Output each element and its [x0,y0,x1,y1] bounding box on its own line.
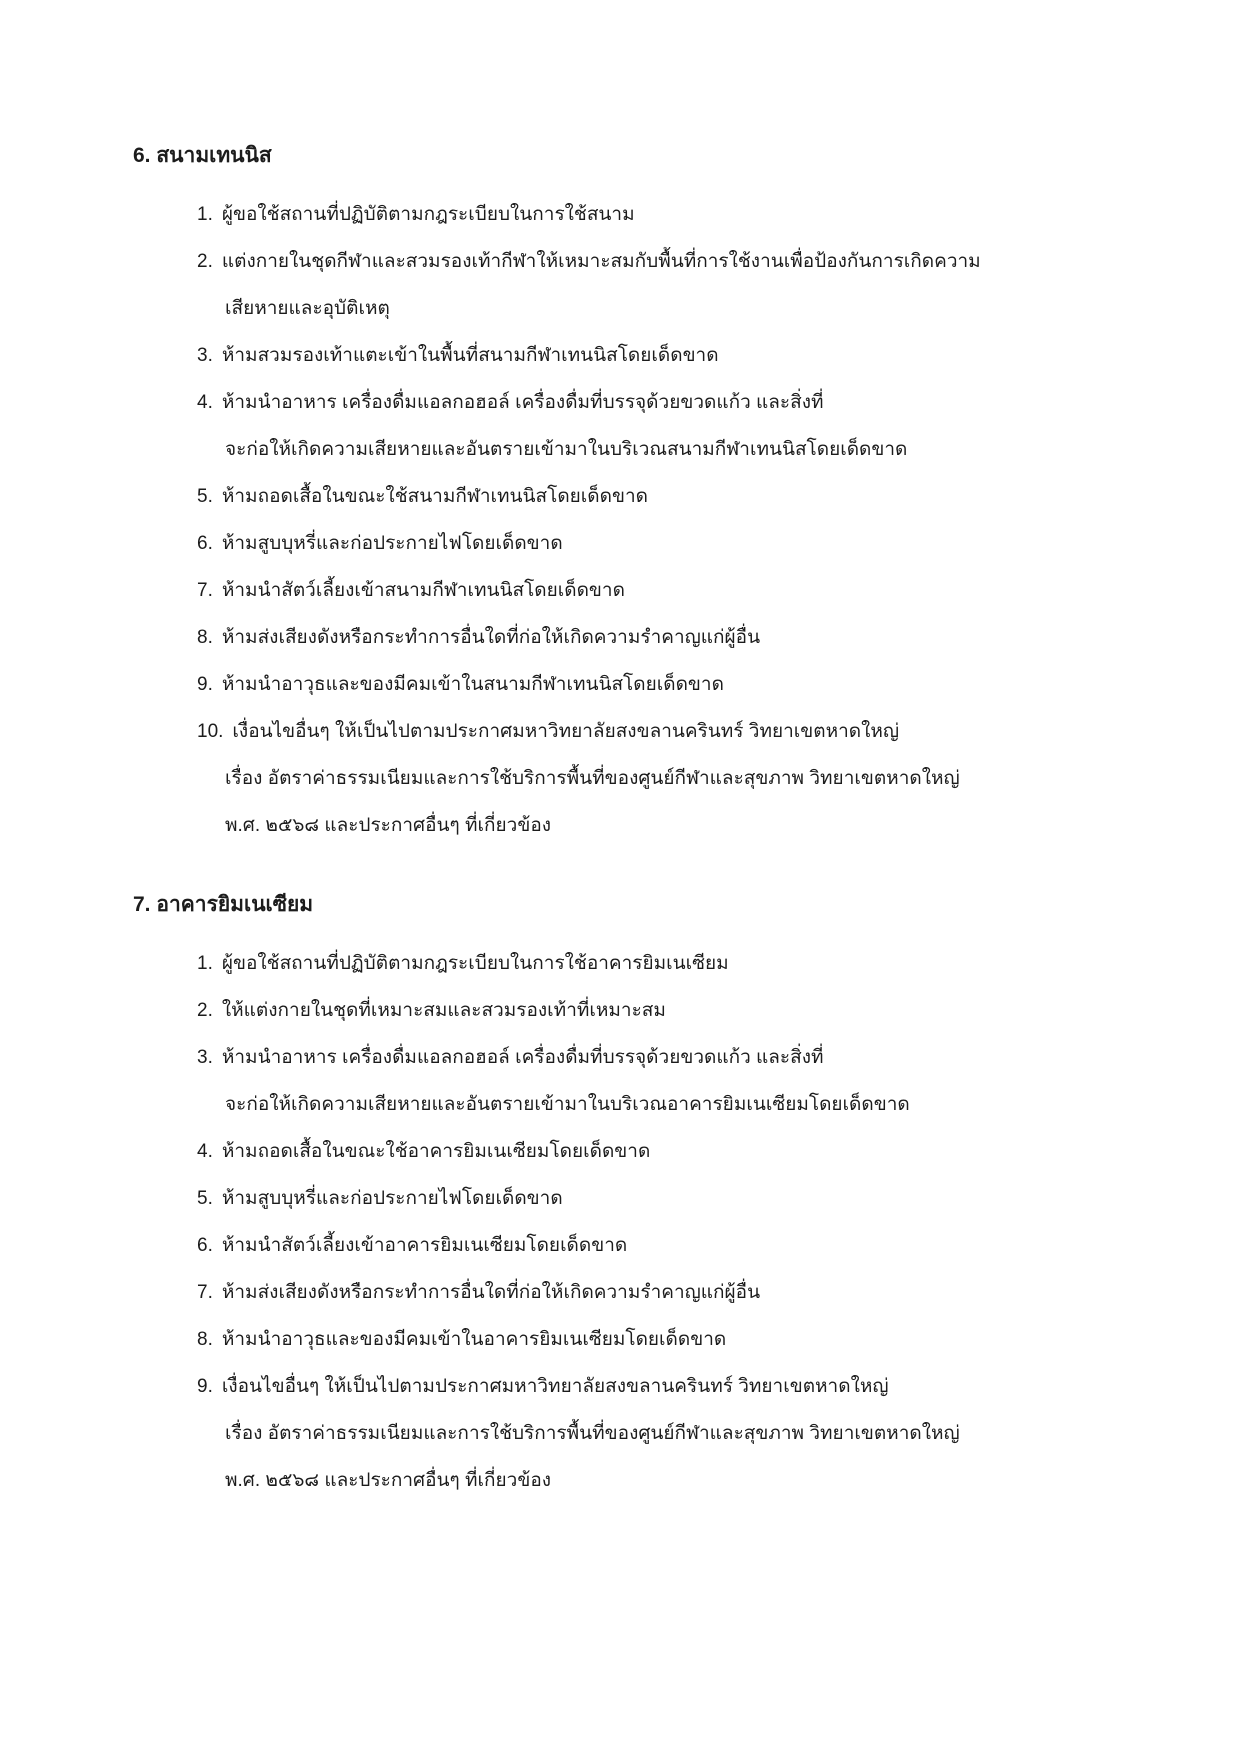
rule-number: 2. [197,1000,213,1021]
rule-item-continuation [133,755,1171,802]
rule-number: 6. [197,1235,213,1256]
rule-text: เรื่อง อัตราค่าธรรมเนียมและการใช้บริการพื้นที่ของศูนย์กีฬาและสุขภาพ วิทยาเขตหาดใหญ่ [225,768,960,789]
rule-text: ห้ามนำอาวุธและของมีคมเข้าในอาคารยิมเนเซียมโดยเด็ดขาด [221,1329,727,1350]
rule-text: ห้ามถอดเสื้อในขณะใช้อาคารยิมเนเซียมโดยเด็ดขาด [221,1141,651,1162]
rule-number: 7. [197,580,213,601]
rule-item-line [133,1128,1171,1175]
rule-item-line [133,1269,1171,1316]
rules-section [133,890,1171,1504]
rule-number: 9. [197,1376,213,1397]
rule-item-line [133,1034,1171,1081]
rule-text: ห้ามนำอาวุธและของมีคมเข้าในสนามกีฬาเทนนิสโดยเด็ดขาด [221,674,724,695]
rules-list [133,191,1171,849]
rule-item-continuation [133,1410,1171,1457]
rule-text: ห้ามนำสัตว์เลี้ยงเข้าสนามกีฬาเทนนิสโดยเด็ดขาด [221,580,625,601]
rule-text: จะก่อให้เกิดความเสียหายและอันตรายเข้ามาในบริเวณสนามกีฬาเทนนิสโดยเด็ดขาด [225,439,908,460]
rule-item-line [133,1222,1171,1269]
rule-item-line [133,520,1171,567]
rule-number: 4. [197,392,213,413]
rule-text: ให้แต่งกายในชุดที่เหมาะสมและสวมรองเท้าที่เหมาะสม [221,1000,666,1021]
rule-text: ห้ามถอดเสื้อในขณะใช้สนามกีฬาเทนนิสโดยเด็ดขาด [221,486,648,507]
rule-text: ห้ามนำอาหาร เครื่องดื่มแอลกอฮอล์ เครื่องดื่มที่บรรจุด้วยขวดแก้ว และสิ่งที่ [221,1047,824,1068]
rule-item-line [133,567,1171,614]
rule-text: เงื่อนไขอื่นๆ ให้เป็นไปตามประกาศมหาวิทยาลัยสงขลานครินทร์ วิทยาเขตหาดใหญ่ [232,721,900,742]
rule-item-line [133,614,1171,661]
rule-item-line [133,1316,1171,1363]
rule-number: 6. [197,533,213,554]
rule-item-continuation [133,1081,1171,1128]
section-heading: 6. สนามเทนนิส [133,144,272,167]
rule-number: 2. [197,251,213,272]
rule-text: ห้ามสูบบุหรี่และก่อประกายไฟโดยเด็ดขาด [221,1188,563,1209]
rule-text: เรื่อง อัตราค่าธรรมเนียมและการใช้บริการพื้นที่ของศูนย์กีฬาและสุขภาพ วิทยาเขตหาดใหญ่ [225,1423,960,1444]
rule-text: ห้ามสวมรองเท้าแตะเข้าในพื้นที่สนามกีฬาเทนนิสโดยเด็ดขาด [221,345,719,366]
rule-item-line [133,708,1171,755]
rule-number: 8. [197,627,213,648]
rule-text: ห้ามนำสัตว์เลี้ยงเข้าอาคารยิมเนเซียมโดยเด็ดขาด [221,1235,628,1256]
rule-item-line [133,238,1171,285]
rule-text: ผู้ขอใช้สถานที่ปฏิบัติตามกฎระเบียบในการใช้สนาม [221,204,635,225]
rule-number: 1. [197,204,213,225]
rule-text: ห้ามนำอาหาร เครื่องดื่มแอลกอฮอล์ เครื่องดื่มที่บรรจุด้วยขวดแก้ว และสิ่งที่ [221,392,824,413]
rule-item-line [133,473,1171,520]
rule-item-line [133,1175,1171,1222]
rule-item-line [133,1363,1171,1410]
rule-text: จะก่อให้เกิดความเสียหายและอันตรายเข้ามาในบริเวณอาคารยิมเนเซียมโดยเด็ดขาด [225,1094,910,1115]
rule-text: ห้ามส่งเสียงดังหรือกระทำการอื่นใดที่ก่อให้เกิดความรำคาญแก่ผู้อื่น [221,1282,761,1303]
rule-text: พ.ศ. ๒๕๖๘ และประกาศอื่นๆ ที่เกี่ยวข้อง [225,815,552,836]
rule-item-line [133,987,1171,1034]
rules-section [133,141,1171,849]
rule-item-continuation [133,426,1171,473]
rule-number: 7. [197,1282,213,1303]
rule-text: เสียหายและอุบัติเหตุ [225,298,390,319]
rule-item-continuation [133,285,1171,332]
rule-number: 1. [197,953,213,974]
rule-item-continuation [133,802,1171,849]
rule-text: แต่งกายในชุดกีฬาและสวมรองเท้ากีฬาให้เหมาะสมกับพื้นที่การใช้งานเพื่อป้องกันการเกิดความ [221,251,981,272]
section-heading: 7. อาคารยิมเนเซียม [133,893,314,916]
rule-number: 5. [197,1188,213,1209]
rule-item-line [133,661,1171,708]
rule-item-line [133,191,1171,238]
rule-number: 3. [197,1047,213,1068]
rule-number: 3. [197,345,213,366]
rule-text: ห้ามส่งเสียงดังหรือกระทำการอื่นใดที่ก่อให้เกิดความรำคาญแก่ผู้อื่น [221,627,761,648]
rule-number: 5. [197,486,213,507]
rule-item-continuation [133,1457,1171,1504]
rule-number: 9. [197,674,213,695]
rule-number: 10. [197,721,224,742]
rule-text: ห้ามสูบบุหรี่และก่อประกายไฟโดยเด็ดขาด [221,533,563,554]
rule-item-line [133,379,1171,426]
rules-list [133,940,1171,1504]
rule-text: ผู้ขอใช้สถานที่ปฏิบัติตามกฎระเบียบในการใช้อาคารยิมเนเซียม [221,953,729,974]
rule-text: พ.ศ. ๒๕๖๘ และประกาศอื่นๆ ที่เกี่ยวข้อง [225,1470,552,1491]
rule-item-line [133,940,1171,987]
rule-number: 4. [197,1141,213,1162]
rule-number: 8. [197,1329,213,1350]
rule-text: เงื่อนไขอื่นๆ ให้เป็นไปตามประกาศมหาวิทยาลัยสงขลานครินทร์ วิทยาเขตหาดใหญ่ [221,1376,889,1397]
rule-item-line [133,332,1171,379]
